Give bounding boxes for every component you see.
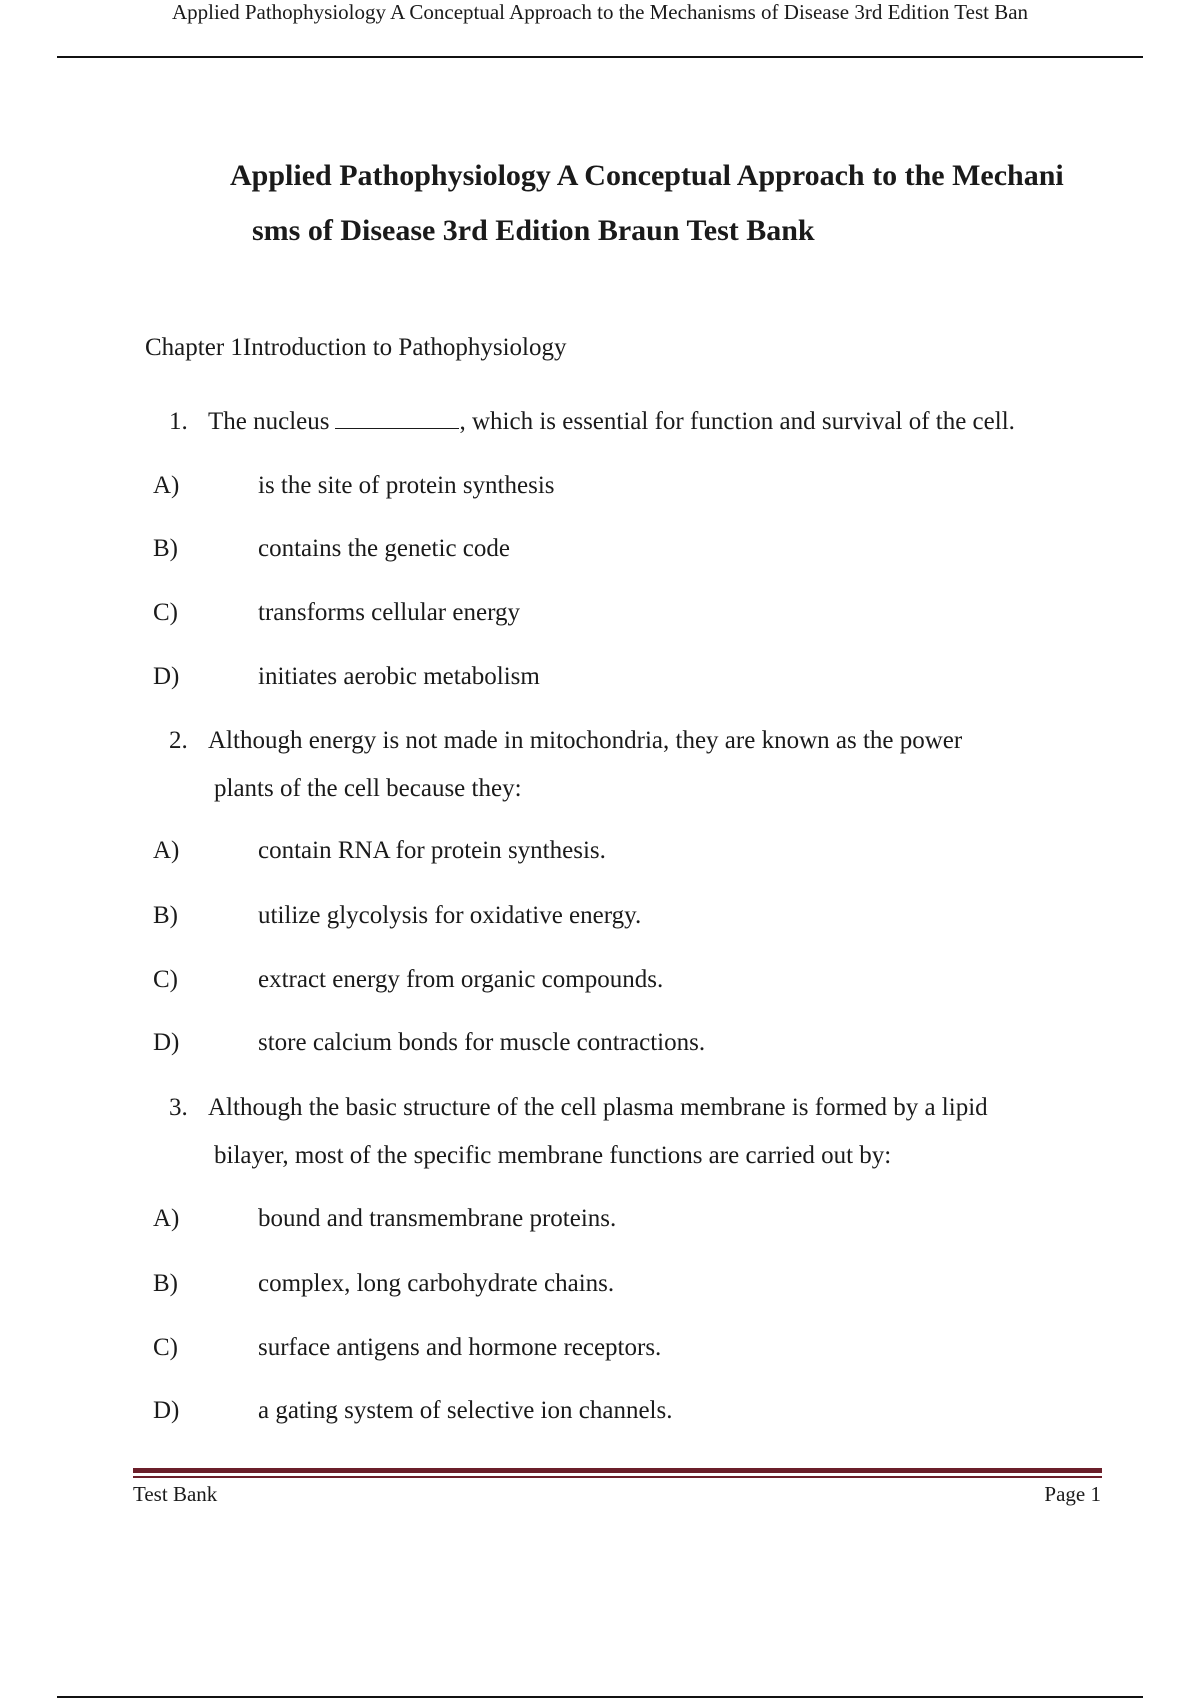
question-1-option-a xyxy=(153,466,555,506)
question-3 xyxy=(169,1084,988,1180)
option-letter: C) xyxy=(153,1334,178,1361)
running-header: Applied Pathophysiology A Conceptual Approach to the Mechanisms of Disease 3rd Edition Test Ban xyxy=(171,0,1029,24)
option-letter: B) xyxy=(153,535,178,562)
option-letter: B) xyxy=(153,1270,178,1297)
option-text: a gating system of selective ion channels. xyxy=(258,1397,673,1424)
option-letter: A) xyxy=(153,472,180,499)
option-letter: C) xyxy=(153,599,178,626)
footer-label: Test Bank xyxy=(133,1482,218,1506)
footer-rule xyxy=(133,1468,1102,1478)
question-2-option-c xyxy=(153,960,663,1000)
footer-rule-thin xyxy=(133,1476,1102,1478)
question-2-option-d xyxy=(153,1023,705,1063)
option-text: surface antigens and hormone receptors. xyxy=(258,1334,662,1361)
question-2-option-a xyxy=(153,831,606,871)
option-text: contains the genetic code xyxy=(258,535,510,562)
option-letter: D) xyxy=(153,1029,180,1056)
option-text: is the site of protein synthesis xyxy=(258,472,555,499)
answer-blank xyxy=(335,408,459,429)
option-text: extract energy from organic compounds. xyxy=(258,966,664,993)
option-letter: A) xyxy=(153,837,180,864)
question-text-after-blank: , which is essential for function and survival of the cell. xyxy=(459,408,1015,435)
question-3-option-a xyxy=(153,1199,616,1239)
question-text-before-blank: The nucleus xyxy=(208,408,330,435)
option-letter: A) xyxy=(153,1205,180,1232)
option-text: complex, long carbohydrate chains. xyxy=(258,1270,615,1297)
document-title-line-1: Applied Pathophysiology A Conceptual Approach to the Mechani xyxy=(230,159,1064,192)
question-1 xyxy=(169,398,1015,446)
document-title xyxy=(230,148,1130,258)
bottom-rule xyxy=(57,1696,1143,1698)
option-text: bound and transmembrane proteins. xyxy=(258,1205,617,1232)
option-text: initiates aerobic metabolism xyxy=(258,663,540,690)
option-text: store calcium bonds for muscle contractions. xyxy=(258,1029,706,1056)
question-3-option-c xyxy=(153,1328,661,1368)
question-text-line-1: Although the basic structure of the cell plasma membrane is formed by a lipid xyxy=(208,1094,988,1121)
question-number: 3. xyxy=(169,1094,188,1121)
option-letter: B) xyxy=(153,902,178,929)
question-number: 2. xyxy=(169,727,188,754)
option-text: transforms cellular energy xyxy=(258,599,520,626)
question-number: 1. xyxy=(169,408,188,435)
question-text-line-2: plants of the cell because they: xyxy=(214,775,522,802)
header-rule xyxy=(57,56,1143,58)
question-text-line-1: Although energy is not made in mitochondria, they are known as the power xyxy=(208,727,963,754)
option-letter: D) xyxy=(153,663,180,690)
page-number: Page 1 xyxy=(1044,1482,1101,1506)
question-3-option-b xyxy=(153,1264,614,1304)
option-letter: D) xyxy=(153,1397,180,1424)
option-text: utilize glycolysis for oxidative energy. xyxy=(258,902,642,929)
chapter-heading: Chapter 1Introduction to Pathophysiology xyxy=(145,334,567,361)
option-letter: C) xyxy=(153,966,178,993)
question-2 xyxy=(169,717,962,813)
question-3-option-d xyxy=(153,1391,672,1431)
question-1-option-b xyxy=(153,529,510,569)
question-text-line-2: bilayer, most of the specific membrane functions are carried out by: xyxy=(214,1142,892,1169)
question-2-option-b xyxy=(153,896,641,936)
option-text: contain RNA for protein synthesis. xyxy=(258,837,606,864)
question-1-option-c xyxy=(153,593,520,633)
question-1-option-d xyxy=(153,657,540,697)
document-title-line-2: sms of Disease 3rd Edition Braun Test Bank xyxy=(252,214,815,247)
footer-rule-thick xyxy=(133,1468,1102,1473)
